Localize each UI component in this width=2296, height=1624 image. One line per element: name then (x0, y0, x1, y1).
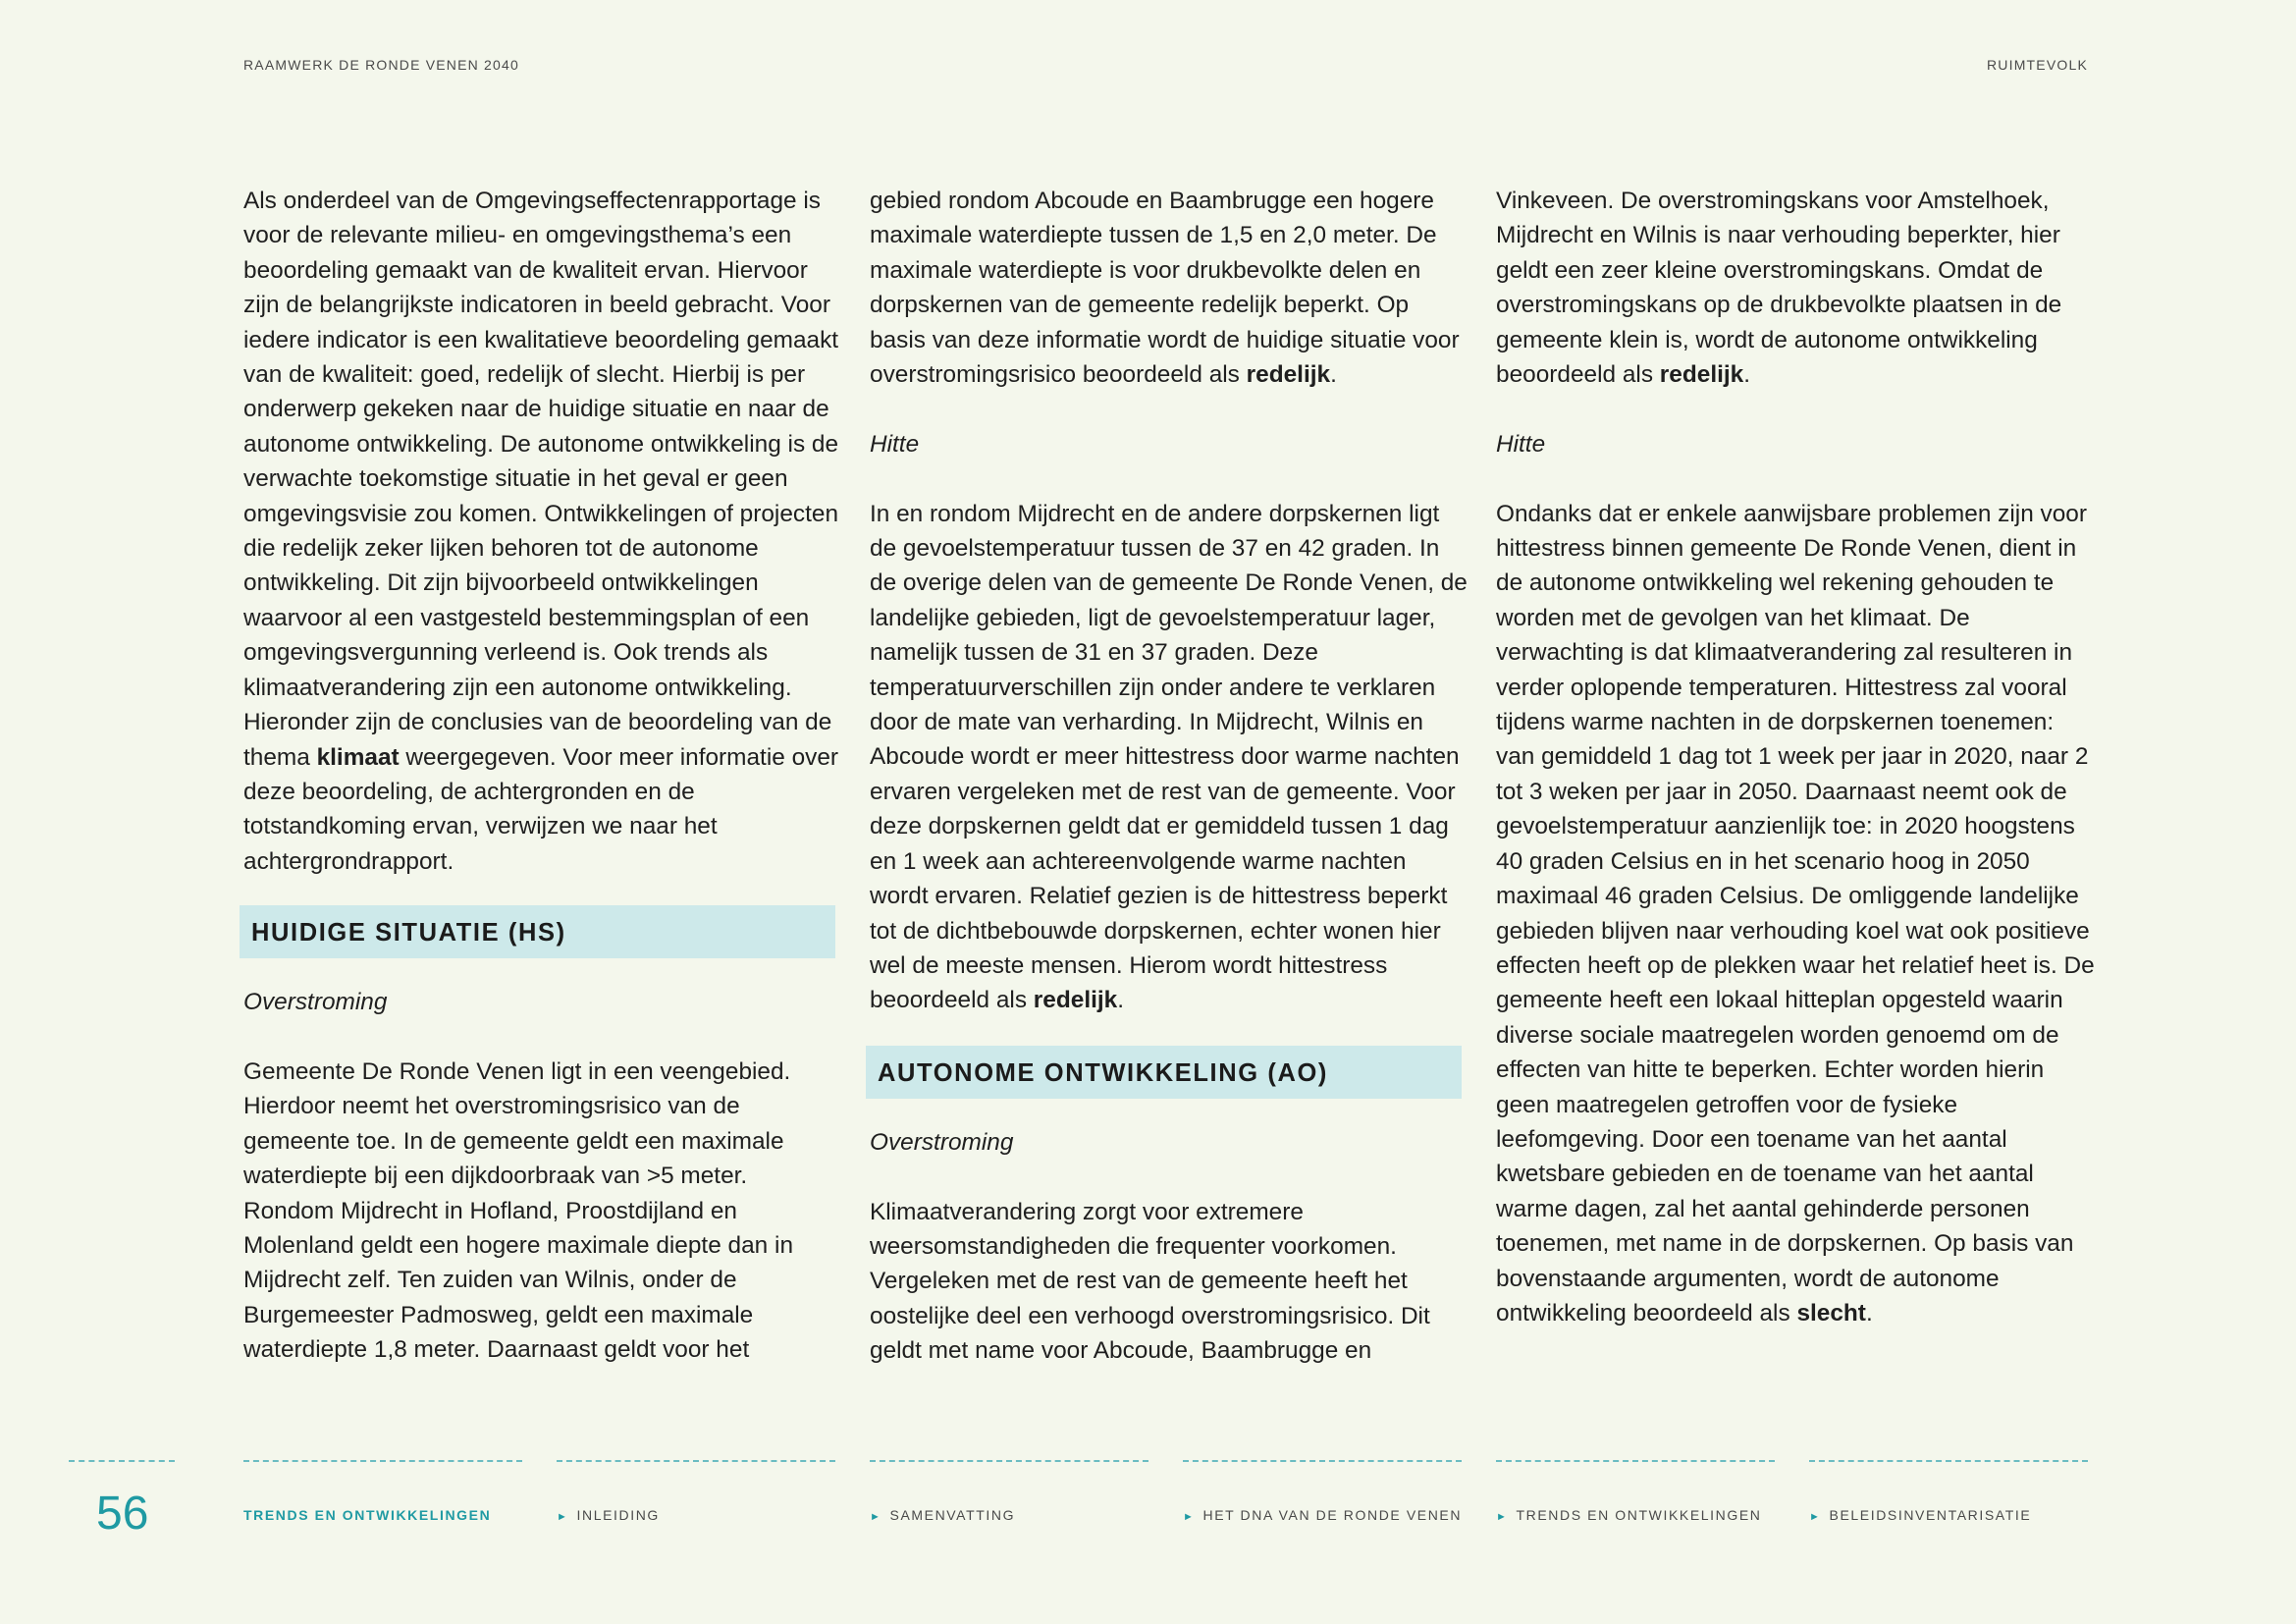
arrow-right-icon: ► (870, 1511, 882, 1523)
nav-link-beleidsinventarisatie[interactable]: ► BELEIDSINVENTARISATIE (1809, 1507, 2032, 1523)
divider (1183, 1460, 1462, 1462)
body-paragraph: Klimaatverandering zorgt voor extremere weersomstandigheden die frequenter voorkomen. Vergeleken met de rest van de gemeente heeft het oostelijke deel een verhoogd overstromingsrisico. Dit geldt met name voor Abcoude, Baambrugge en (870, 1198, 1430, 1365)
subheading-overstroming: Overstroming (243, 989, 388, 1016)
intro-paragraph: Als onderdeel van de Omgevingseffectenrapportage is voor de relevante milieu- en omgevingsthema’s een beoordeling gemaakt van de kwaliteit ervan. Hiervoor zijn de belangrijkste indicatoren in beeld gebracht. Voor iedere indicator is een kwalitatieve beoordeling gemaakt van de kwaliteit: goed, redelijk of slecht. Hierbij is per onderwerp gekeken naar de huidige situatie en naar de autonome ontwikkeling. De autonome ontwikkeling is de verwachte toekomstige situatie in het geval er geen omgevingsvisie zou komen. Ontwikkelingen of projecten die redelijk zeker lijken behoren tot de autonome ontwikkeling. Dit zijn bijvoorbeeld ontwikkelingen waarvoor al een vastgesteld bestemmingsplan of een omgevingsvergunning verleend is. Ook trends als klimaatverandering zijn een autonome ontwikkeling. Hieronder zijn de conclusies van de beoordeling van de thema klimaat weergegeven. Voor meer informatie over deze beoordeling, de achtergronden en de totstandkoming ervan, verwijzen we naar het achtergrondrapport. (243, 188, 839, 875)
body-paragraph: Gemeente De Ronde Venen ligt in een veengebied. Hierdoor neemt het overstromingsrisico van de gemeente toe. In de gemeente geldt een maximale waterdiepte bij een dijkdoorbraak van >5 meter. Rondom Mijdrecht in Hofland, Proostdijland en Molenland geldt een hogere maximale diepte dan in Mijdrecht zelf. Ten zuiden van Wilnis, onder de Burgemeester Padmosweg, geldt een maximale waterdiepte 1,8 meter. Daarnaast geldt voor het (243, 1057, 794, 1364)
divider (870, 1460, 1148, 1462)
nav-link-dna[interactable]: ► HET DNA VAN DE RONDE VENEN (1183, 1507, 1463, 1523)
body-paragraph: Vinkeveen. De overstromingskans voor Amstelhoek, Mijdrecht en Wilnis is naar verhouding beperkter, hier geldt een zeer kleine overstromingskans. Omdat de overstromingskans op de drukbevolkte plaatsen in de gemeente klein is, wordt de autonome ontwikkeling beoordeeld als redelijk. (1496, 188, 2062, 389)
divider (243, 1460, 522, 1462)
divider (1496, 1460, 1775, 1462)
divider (1809, 1460, 2088, 1462)
text-column-1 (243, 184, 842, 1368)
text-column-3 (1496, 184, 2095, 1330)
section-heading-autonome-ontwikkeling: AUTONOME ONTWIKKELING (AO) (866, 1046, 1462, 1099)
nav-link-trends[interactable]: ► TRENDS EN ONTWIKKELINGEN (1496, 1507, 1762, 1523)
nav-current-section[interactable]: TRENDS EN ONTWIKKELINGEN (243, 1507, 492, 1523)
running-head-left: RAAMWERK DE RONDE VENEN 2040 (243, 57, 519, 73)
body-paragraph: gebied rondom Abcoude en Baambrugge een hogere maximale waterdiepte tussen de 1,5 en 2,0 meter. De maximale waterdiepte is voor drukbevolkte delen en dorpskernen van de gemeente redelijk beperkt. Op basis van deze informatie wordt de huidige situatie voor overstromingsrisico beoordeeld als redelijk. (870, 188, 1460, 389)
nav-link-inleiding[interactable]: ► INLEIDING (557, 1507, 660, 1523)
subheading-overstroming: Overstroming (870, 1128, 1014, 1156)
nav-link-samenvatting[interactable]: ► SAMENVATTING (870, 1507, 1016, 1523)
page-number: 56 (96, 1488, 149, 1540)
divider (69, 1460, 175, 1462)
arrow-right-icon: ► (557, 1511, 569, 1523)
body-paragraph: Ondanks dat er enkele aanwijsbare problemen zijn voor hittestress binnen gemeente De Ronde Venen, dient in de autonome ontwikkeling wel rekening gehouden te worden met de gevolgen van het klimaat. De verwachting is dat klimaatverandering zal resulteren in verder oplopende temperaturen. Hittestress zal vooral tijdens warme nachten in de dorpskernen toenemen: van gemiddeld 1 dag tot 1 week per jaar in 2020, naar 2 tot 3 weken per jaar in 2050. Daarnaast neemt ook de gevoelstemperatuur aanzienlijk toe: in 2020 hoogstens 40 graden Celsius en in het scenario hoog in 2050 maximaal 46 graden Celsius. De omliggende landelijke gebieden blijven naar verhouding koel wat ook positieve effecten heeft op de plekken waar het relatief heet is. De gemeente heeft een lokaal hitteplan opgesteld waarin diverse sociale maatregelen worden genoemd om de effecten van hitte te beperken. Echter worden hierin geen maatregelen getroffen voor de fysieke leefomgeving. Door een toename van het aantal kwetsbare gebieden en de toename van het aantal warme dagen, zal het aantal gehinderde personen toenemen, met name in de dorpskernen. Op basis van bovenstaande argumenten, wordt de autonome ontwikkeling beoordeeld als slecht. (1496, 500, 2095, 1326)
arrow-right-icon: ► (1496, 1511, 1509, 1523)
text-column-2 (870, 184, 1468, 1369)
section-heading-huidige-situatie: HUIDIGE SITUATIE (HS) (240, 905, 835, 958)
body-paragraph: In en rondom Mijdrecht en de andere dorpskernen ligt de gevoelstemperatuur tussen de 37 en 42 graden. In de overige delen van de gemeente De Ronde Venen, de landelijke gebieden, ligt de gevoelstemperatuur lager, namelijk tussen de 31 en 37 graden. Deze temperatuurverschillen zijn onder andere te verklaren door de mate van verharding. In Mijdrecht, Wilnis en Abcoude wordt er meer hittestress door warme nachten ervaren vergeleken met de rest van de gemeente. Voor deze dorpskernen geldt dat er gemiddeld tussen 1 dag en 1 week aan achtereenvolgende warme nachten wordt ervaren. Relatief gezien is de hittestress beperkt tot de dichtbebouwde dorpskernen, echter wonen hier wel de meeste mensen. Hierom wordt hittestress beoordeeld als redelijk. (870, 500, 1468, 1014)
divider (557, 1460, 835, 1462)
subheading-hitte: Hitte (870, 430, 920, 458)
subheading-hitte: Hitte (1496, 430, 1546, 458)
arrow-right-icon: ► (1183, 1511, 1196, 1523)
running-head-right: RUIMTEVOLK (1986, 57, 2088, 73)
arrow-right-icon: ► (1809, 1511, 1822, 1523)
